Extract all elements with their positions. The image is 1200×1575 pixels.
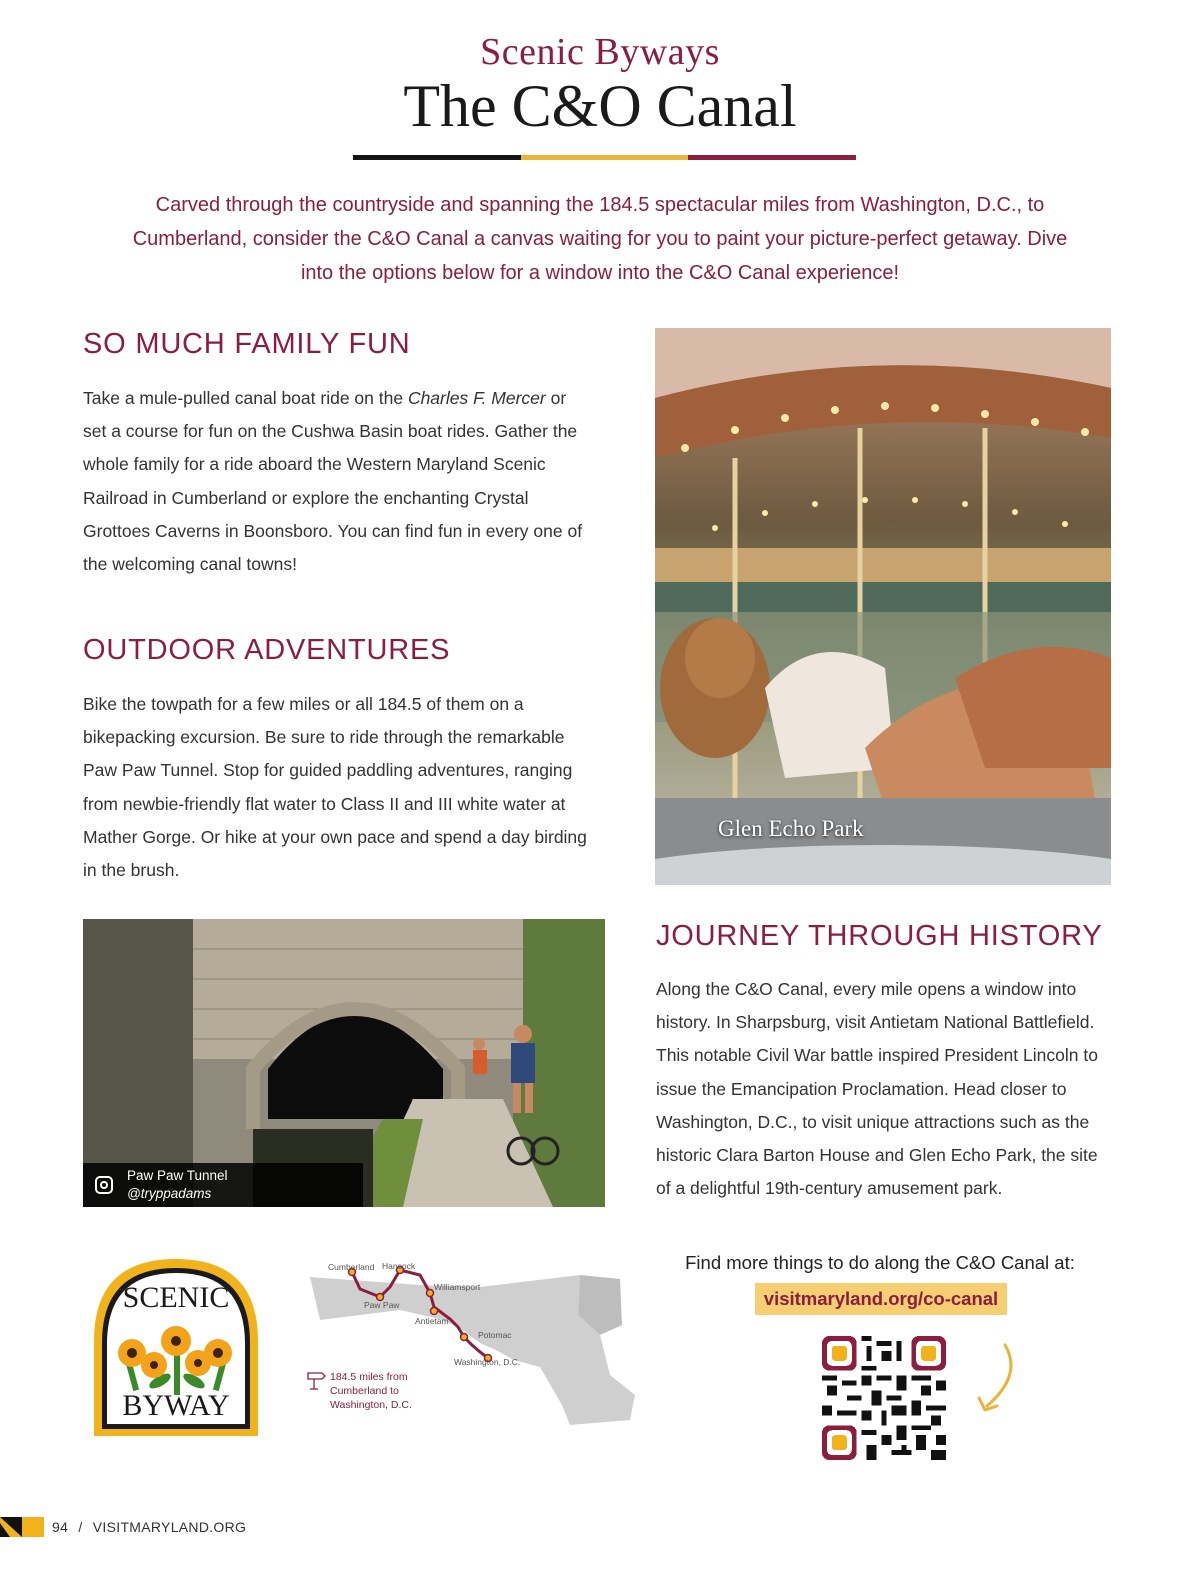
map-label-paw-paw: Paw Paw <box>364 1300 400 1310</box>
footer-text <box>52 1519 246 1535</box>
map-distance-note <box>330 1370 412 1412</box>
tunnel-photo-credit <box>83 1163 363 1207</box>
footer-separator: / <box>78 1519 83 1535</box>
page-title: The C&O Canal <box>403 73 797 139</box>
badge-word-byway: BYWAY <box>122 1389 230 1422</box>
curved-arrow-icon <box>965 1340 1025 1420</box>
page-number: 94 <box>52 1519 69 1535</box>
rule-black <box>353 155 521 160</box>
visitmaryland-canal-link[interactable]: visitmaryland.org/co-canal <box>755 1283 1007 1315</box>
badge-word-scenic: SCENIC <box>122 1281 230 1314</box>
instagram-icon <box>95 1176 113 1194</box>
map-note-line-3: Washington, D.C. <box>330 1399 412 1411</box>
rule-maroon <box>688 155 856 160</box>
page-kicker: Scenic Byways <box>480 31 720 73</box>
footer-site[interactable]: VISITMARYLAND.ORG <box>92 1519 247 1535</box>
family-body-text-1: Take a mule-pulled canal boat ride on the <box>83 388 408 408</box>
page-footer <box>0 1515 246 1539</box>
boat-name: Charles F. Mercer <box>407 388 546 408</box>
rule-gold <box>521 155 689 160</box>
heading-journey-history: JOURNEY THROUGH HISTORY <box>656 920 1103 952</box>
map-note-line-2: Cumberland to <box>330 1385 399 1397</box>
tunnel-caption: Paw Paw Tunnel <box>127 1168 228 1183</box>
map-label-antietam: Antietam <box>415 1316 449 1326</box>
maryland-flag-icon <box>0 1517 44 1537</box>
carousel-photo <box>655 328 1111 885</box>
family-fun-body <box>83 382 593 581</box>
map-label-washington: Washington, D.C. <box>454 1357 521 1367</box>
qr-code[interactable] <box>822 1336 946 1460</box>
scenic-byway-logo <box>90 1255 262 1440</box>
intro-paragraph: Carved through the countryside and spanning the 184.5 spectacular miles from Washington, D.C., to Cumberland, consider the C&O Canal a canvas waiting for you to paint your picture-perfect getaway. Dive into the options below for a window into the C&O Canal experience! <box>132 194 1068 284</box>
tunnel-credit-text <box>127 1167 228 1203</box>
find-more-text: Find more things to do along the C&O Canal at: <box>685 1252 1075 1273</box>
heading-family-fun: SO MUCH FAMILY FUN <box>83 328 411 360</box>
map-label-hancock: Hancock <box>382 1261 416 1271</box>
map-note-line-1: 184.5 miles from <box>330 1371 408 1383</box>
family-body-text-2: or set a course for fun on the Cushwa Basin boat rides. Gather the whole family for a ride aboard the Western Maryland Scenic Railroad in Cumberland or explore the enchanting Crystal Grottoes Caverns in Boonsboro. You can find fun in every one of the welcoming canal towns! <box>83 388 583 575</box>
tricolor-rule <box>353 155 856 160</box>
outdoor-adventures-body: Bike the towpath for a few miles or all 184.5 of them on a bikepacking excursion. Be sure to ride through the remarkable Paw Paw Tunnel. Stop for guided paddling adventures, ranging from newbie-friendly flat water to Class II and III white water at Mather Gorge. Or hike at your own pace and spend a day birding in the brush. <box>83 694 587 881</box>
carousel-caption: Glen Echo Park <box>718 816 864 841</box>
map-label-williamsport: Williamsport <box>434 1282 481 1292</box>
journey-history-body: Along the C&O Canal, every mile opens a window into history. In Sharpsburg, visit Antietam National Battlefield. This notable Civil War battle inspired President Lincoln to issue the Emancipation Proclamation. Head closer to Washington, D.C., to visit unique attractions such as the historic Clara Barton House and Glen Echo Park, the site of a delightful 19th-century amusement park. <box>656 979 1098 1199</box>
map-label-cumberland: Cumberland <box>328 1262 375 1272</box>
signpost-icon <box>304 1370 326 1390</box>
map-label-potomac: Potomac <box>478 1330 512 1340</box>
photographer-handle[interactable]: @tryppadams <box>127 1186 212 1201</box>
heading-outdoor-adventures: OUTDOOR ADVENTURES <box>83 634 451 666</box>
